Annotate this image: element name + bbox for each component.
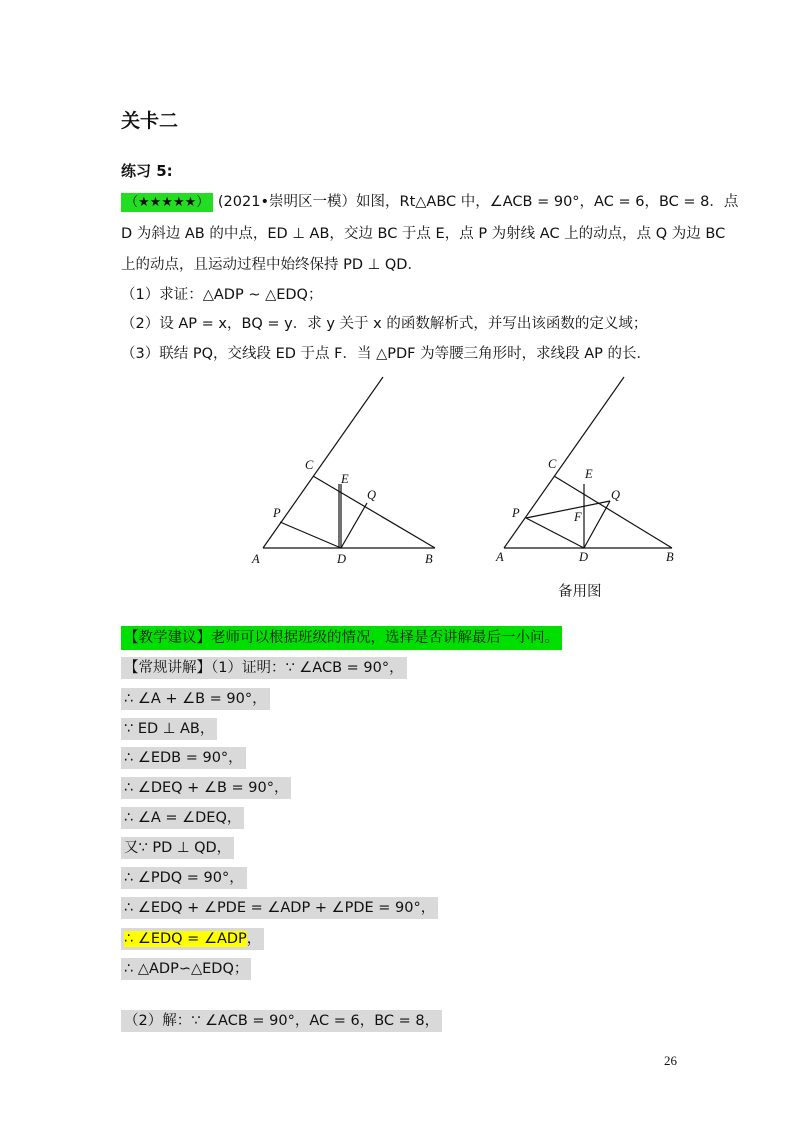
solution-step: ∴ ∠EDB = 90°， [121,747,246,769]
solution-step: ∴ ∠A + ∠B = 90°， [121,688,270,710]
figure-spare [490,372,690,572]
problem-line-3: 上的动点，且运动过程中始终保持 PD ⊥ QD． [121,257,422,273]
teaching-note: 【教学建议】老师可以根据班级的情况，选择是否讲解最后一小问。 [121,626,562,650]
solution-step: ∴ ∠DEQ + ∠B = 90°， [121,777,291,799]
solution-step: 又∵ PD ⊥ QD， [121,837,234,859]
solution-step: ∴ ∠A = ∠DEQ， [121,807,244,829]
solution-step: ∵ ED ⊥ AB， [121,718,217,740]
highlighted-conclusion: ∴ ∠EDQ = ∠ADP [124,931,247,947]
fig2-label-d: D [579,550,589,564]
problem-line-1 [121,192,738,213]
solution-header: 【常规讲解】（1）证明：∵ ∠ACB = 90°， [121,657,407,679]
fig2-label-c: C [548,457,557,471]
highlight-suffix: ， [246,931,262,947]
fig2-label-a: A [496,550,504,564]
fig2-label-p: P [512,506,520,520]
fig1-label-p: P [273,506,281,520]
question-3: （3）联结 PQ，交线段 ED 于点 F．当 △PDF 为等腰三角形时，求线段 AP 的长． [121,346,651,362]
exercise-label: 练习 5: [121,162,173,180]
fig1-label-c: C [305,458,314,472]
fig1-label-e: E [341,472,349,486]
page-number: 26 [664,1053,677,1068]
fig1-label-a: A [252,552,260,566]
difficulty-badge: （★★★★★） [121,193,213,212]
solution-part-2: （2）解：∵ ∠ACB = 90°，AC = 6，BC = 8， [121,1010,442,1032]
solution-step-highlight [121,928,264,950]
question-2: （2）设 AP = x，BQ = y．求 y 关于 x 的函数解析式，并写出该函数的定义域； [121,316,648,332]
fig1-label-b: B [425,552,433,566]
problem-line-2: D 为斜边 AB 的中点，ED ⊥ AB，交边 BC 于点 E，点 P 为射线 AC 上的动点，点 Q 为边 BC [121,226,726,242]
problem-text-1: (2021•崇明区一模）如图，Rt△ABC 中，∠ACB = 90°，AC = 6，BC = 8．点 [217,194,739,210]
fig2-label-q: Q [611,488,621,502]
solution-step: ∴ ∠EDQ + ∠PDE = ∠ADP + ∠PDE = 90°， [121,897,438,919]
figure-caption: 备用图 [558,584,602,600]
fig2-label-e: E [585,467,593,481]
fig1-label-q: Q [367,488,377,502]
fig1-label-d: D [337,552,347,566]
section-title: 关卡二 [121,110,179,132]
solution-step: ∴ ∠PDQ = 90°， [121,867,247,889]
solution-step: ∴ △ADP∽△EDQ； [121,958,251,980]
figure-main [245,372,445,572]
fig2-label-f: F [574,510,582,524]
fig2-label-b: B [666,550,674,564]
question-1: （1）求证：△ADP ~ △EDQ； [121,287,323,303]
